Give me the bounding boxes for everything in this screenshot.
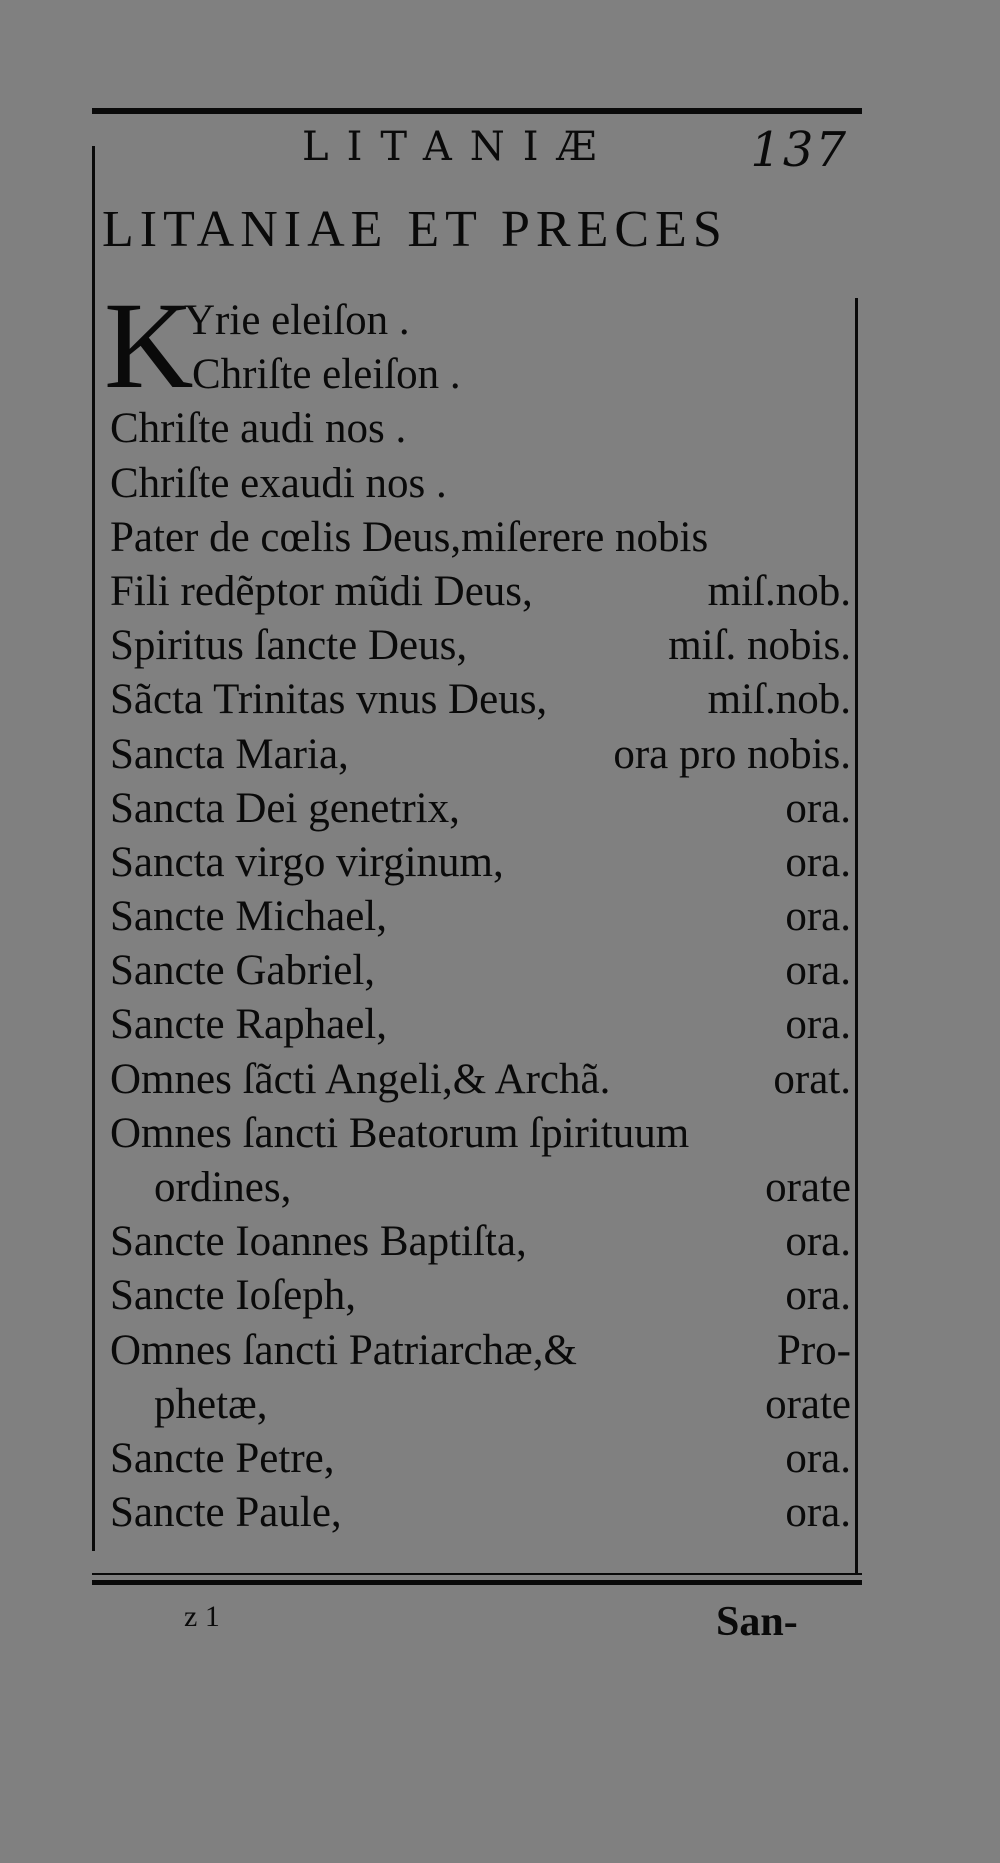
line-text: Sancte Ioannes Baptiſta,: [110, 1218, 527, 1266]
line-text: Spiritus ſancte Deus,: [110, 622, 468, 670]
litany-text: [92, 294, 857, 1540]
text-line: [92, 673, 857, 727]
running-title: LITANIÆ: [302, 124, 615, 170]
line-response: ora.: [785, 1434, 851, 1482]
text-line: [92, 1161, 857, 1215]
catchword: San-: [716, 1599, 798, 1645]
line-response: Pro-: [776, 1326, 851, 1374]
line-text: Sancta Maria,: [110, 730, 349, 778]
line-response: ora.: [785, 784, 851, 832]
line-text: Chriſte audi nos .: [110, 405, 407, 453]
line-response: ora.: [785, 947, 851, 995]
signature-mark: z 1: [184, 1600, 220, 1633]
line-text: Chriſte eleiſon .: [192, 351, 461, 399]
line-text: Sãcta Trinitas vnus Deus,: [110, 676, 548, 724]
text-line: [92, 1269, 857, 1323]
text-line: [92, 728, 857, 782]
bottom-rule: [92, 1580, 862, 1585]
page-number: 137: [750, 122, 848, 178]
line-text: Sancta virgo virginum,: [110, 838, 504, 886]
text-line: [92, 1107, 857, 1161]
text-line: [92, 1324, 857, 1378]
text-line: [92, 402, 857, 456]
text-line: [92, 1378, 857, 1432]
text-line: [92, 565, 857, 619]
page-title: LITANIAE ET PRECES: [102, 201, 728, 258]
line-response: miſ.nob.: [707, 676, 851, 724]
text-line: [92, 294, 857, 348]
text-line: [92, 944, 857, 998]
line-response: ora.: [785, 1218, 851, 1266]
text-line: [92, 511, 857, 565]
bottom-rule-thin: [92, 1573, 862, 1575]
line-response: orate: [765, 1164, 851, 1211]
text-line: [92, 348, 857, 402]
line-text: Omnes ſancti Patriarchæ,&: [110, 1326, 577, 1374]
line-text: Sancte Petre,: [110, 1434, 335, 1482]
running-head: [92, 124, 862, 180]
line-text: Sancte Raphael,: [110, 1001, 388, 1049]
line-text: Fili redẽptor mũdi Deus,: [110, 567, 533, 615]
line-response: ora pro nobis.: [613, 730, 851, 778]
line-response: miſ.nob.: [707, 567, 851, 615]
line-text: Pater de cœlis Deus,miſerere nobis: [110, 513, 709, 561]
line-text: Sancta Dei genetrix,: [110, 784, 460, 832]
line-text: Omnes ſancti Beatorum ſpirituum: [110, 1109, 690, 1157]
text-line: [92, 1053, 857, 1107]
text-line: [92, 782, 857, 836]
line-response: miſ. nobis.: [668, 622, 851, 670]
line-response: ora.: [785, 1272, 851, 1320]
line-response: orate: [765, 1380, 851, 1428]
text-line: [92, 1432, 857, 1486]
line-text: Sancte Ioſeph,: [110, 1272, 356, 1320]
text-line: [92, 1486, 857, 1540]
top-rule: [92, 108, 862, 114]
line-text: Sancte Michael,: [110, 893, 388, 941]
drop-capital: K: [104, 277, 194, 414]
text-line: [92, 890, 857, 944]
text-line: [92, 457, 857, 511]
line-text: phetæ,: [154, 1380, 268, 1428]
line-text: Sancte Gabriel,: [110, 947, 376, 995]
text-line: [92, 836, 857, 890]
text-line: [92, 619, 857, 673]
text-line: [92, 1215, 857, 1269]
line-text: Omnes ſãcti Angeli,& Archã.: [110, 1055, 611, 1103]
line-text: ordines,: [154, 1164, 292, 1211]
text-line: [92, 998, 857, 1052]
line-response: ora.: [785, 838, 851, 886]
line-response: ora.: [785, 1001, 851, 1049]
book-page: [92, 108, 862, 1645]
line-text: Chriſte exaudi nos .: [110, 459, 447, 507]
line-response: ora.: [785, 1489, 851, 1537]
line-response: orat.: [773, 1055, 851, 1103]
line-text: Yrie eleiſon .: [184, 297, 410, 344]
line-text: Sancte Paule,: [110, 1489, 342, 1537]
line-response: ora.: [785, 893, 851, 941]
